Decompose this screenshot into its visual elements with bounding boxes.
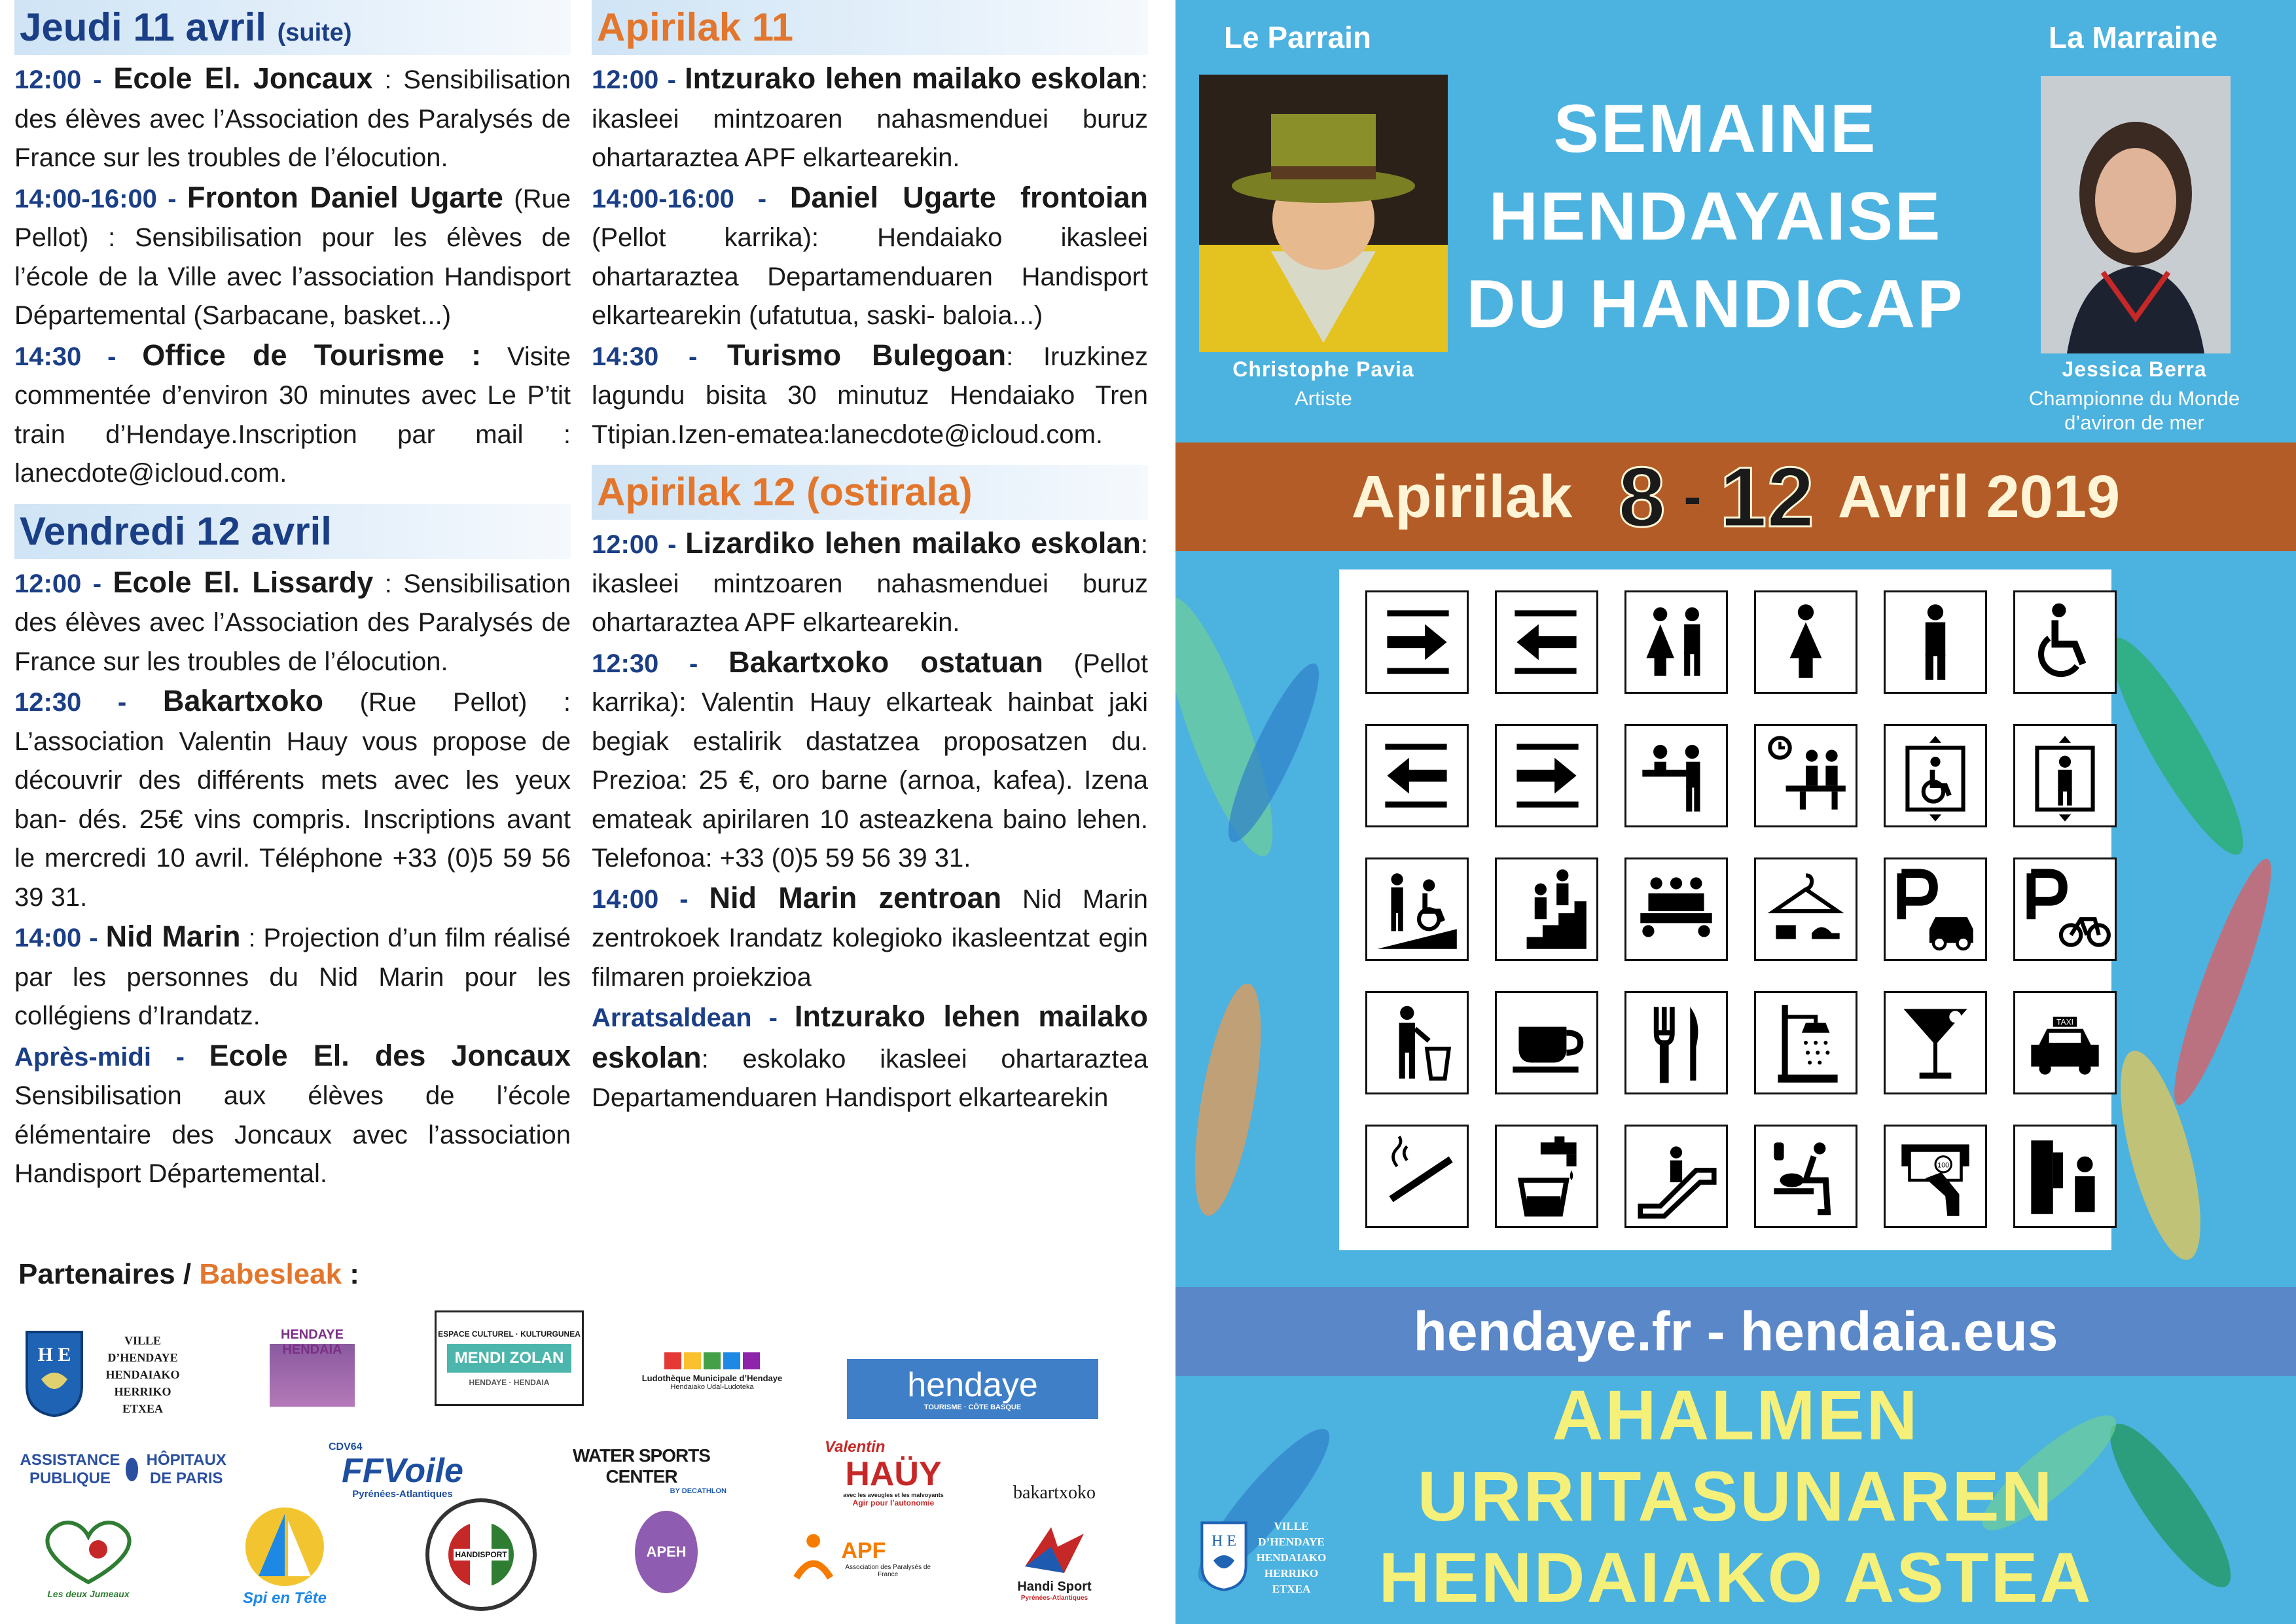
apirilak-12-entries [592, 524, 1148, 1118]
handisport-club-logo [425, 1499, 537, 1610]
parrain-label: Le Parrain [1224, 20, 1371, 54]
logo-text: HENDAIAKO HERRIKO ETXEA [1256, 1551, 1327, 1595]
entry-time: Après-midi [14, 1042, 151, 1072]
entry-time: Arratsaldean [592, 1003, 752, 1032]
entry-time: 14:00-16:00 [592, 184, 734, 213]
entry-place: Bakartxoko ostatuan [728, 645, 1043, 679]
entry-dash: - [658, 342, 727, 371]
programme-entry [14, 917, 571, 1036]
entry-time: 14:30 [14, 342, 82, 371]
logo-text: ASSISTANCE PUBLIQUE [20, 1451, 120, 1487]
programme-entry [14, 563, 571, 682]
parrain-name: Christophe Pavia [1232, 357, 1414, 381]
bicycle-parking-icon [2013, 857, 2117, 961]
logo-text: Valentin [825, 1438, 886, 1456]
programme-entry [592, 336, 1148, 455]
entry-dash: - [81, 342, 143, 371]
atm-label: 100 [1937, 1161, 1950, 1170]
decorative-splash [2092, 625, 2261, 867]
entry-place: Daniel Ugarte frontoian [789, 180, 1148, 214]
logo-text: hendaye [907, 1366, 1038, 1404]
ludotheque-logo [640, 1329, 784, 1414]
accessible-elevator-icon [1884, 724, 1987, 827]
entry-time: 12:00 [592, 530, 659, 559]
logo-text: HÔPITAUX DE PARIS [146, 1451, 226, 1487]
svg-text:H E: H E [37, 1344, 71, 1365]
partners-label-end: : [342, 1258, 359, 1290]
arrow-right-from-bar-icon [1495, 724, 1598, 827]
thursday-entries [14, 59, 571, 494]
day-title: Jeudi 11 avril [20, 5, 266, 49]
logo-text: Les deux Jumeaux [47, 1589, 130, 1599]
marraine-role: Championne du Monde [2028, 387, 2240, 410]
restaurant-icon [1624, 991, 1728, 1094]
taxi-label: TAXI [2056, 1017, 2074, 1027]
spi-en-tete-logo [229, 1500, 340, 1612]
day-heading-thursday [14, 0, 571, 55]
entry-dash: - [81, 924, 106, 952]
event-title-line: HENDAYAISE [1488, 179, 1943, 255]
event-title [1427, 85, 2003, 348]
entry-dash: - [751, 1003, 795, 1032]
baby-change-icon [1754, 1125, 1857, 1228]
partners-label-fr: Partenaires / [18, 1258, 200, 1290]
women-toilet-icon [1754, 590, 1857, 694]
entry-description: : ikasleei mintzoaren nahasmenduei buruz ohartaraztea APF elkartearekin. [592, 65, 1148, 172]
entry-time: 14:00 [592, 884, 659, 914]
stairs-icon [1495, 857, 1598, 961]
cover-page [1175, 0, 2296, 1624]
logo-text: avec les aveugles et les malvoyants [843, 1492, 944, 1498]
drinking-water-icon [1495, 1125, 1598, 1228]
entry-time: 12:00 [592, 65, 659, 94]
french-column [14, 0, 571, 1194]
apirilak-11-entries [592, 59, 1148, 454]
information-desk-icon [1624, 724, 1728, 827]
logo-text: CDV64 [329, 1441, 363, 1453]
entry-place: Ecole El. Joncaux [113, 62, 373, 95]
escalator-icon [1624, 1125, 1728, 1228]
apeh-logo [634, 1509, 699, 1595]
logo-text: HENDAYE HENDAIA [281, 1327, 344, 1357]
day-heading-apirilak-11 [592, 0, 1148, 55]
programme-entry [592, 643, 1148, 878]
logo-text: MENDI ZOLAN [447, 1344, 572, 1373]
deux-jumeaux-logo [20, 1512, 157, 1604]
marraine-photo [2041, 76, 2231, 353]
friday-entries [14, 563, 571, 1194]
logo-text: Association des Paralysés de France [845, 1563, 931, 1578]
wheelchair-icon [2013, 590, 2117, 694]
logo-text: VILLE D’HENDAYE [107, 1334, 178, 1364]
logo-text: HENDAYE · HENDAIA [469, 1378, 550, 1387]
coffee-icon [1495, 991, 1598, 1094]
entry-dash: - [658, 65, 685, 94]
entry-description: : eskolako ikasleei ohartaraztea Departamenduaren Handisport elkartearekin [592, 1044, 1148, 1112]
entry-description: Visite commentée d’environ 30 minutes avec Le P’tit train d’Hendaye.Inscription par mail : lanecdote@icloud.com. [14, 342, 571, 488]
bakartxoko-logo [1005, 1477, 1103, 1509]
entry-time: 14:00-16:00 [14, 184, 157, 213]
entry-description: Sensibilisation aux élèves de l’école élémentaire des Joncaux avec l’association Handisport Départemental. [14, 1081, 571, 1188]
toilets-icon [1624, 590, 1728, 694]
mendi-zolan-logo [435, 1310, 584, 1406]
logo-text: TOURISME · CÔTE BASQUE [924, 1403, 1022, 1411]
entry-time: 12:30 [592, 649, 659, 678]
entry-dash: - [81, 65, 114, 94]
partners-label-eu: Babesleak [199, 1258, 342, 1290]
entry-dash: - [156, 184, 187, 213]
entry-description: (Rue Pellot) : Sensibilisation pour les élèves de l’école de la Ville avec l’association Handisport Départemental (Sarbacane, basket...) [14, 184, 571, 330]
handi-sport-logo [1005, 1512, 1103, 1610]
entry-time: 14:30 [592, 342, 659, 371]
programme-entry [592, 997, 1148, 1118]
bar-icon [1884, 991, 1987, 1094]
arrow-left-to-bar-icon [1365, 724, 1469, 827]
entry-dash: - [81, 569, 113, 598]
entry-place: Ecole El. des Joncaux [209, 1038, 571, 1072]
entry-description: Nid Marin zentrokoek Irandatz kolegioko ikasleentzat egin filmaren proiekzioa [592, 884, 1149, 992]
entry-description: (Rue Pellot) : L’association Valentin Hauy vous propose de découvrir des différents mets avec les yeux ban- dés. 25€ vins compris. Inscriptions avant le mercredi 10 avril. Téléphone +33 (0)5 59 56 39 31. [14, 688, 571, 912]
basque-title-line: HENDAIAKO ASTEA [1378, 1538, 2093, 1617]
logo-text: HENDAIAKO HERRIKO ETXEA [105, 1368, 180, 1415]
logo-text: bakartxoko [1013, 1483, 1096, 1503]
logo-text: VILLE D’HENDAYE [1258, 1520, 1325, 1548]
basque-event-title [1175, 1375, 2296, 1618]
entry-time: 12:00 [14, 65, 82, 94]
waiting-room-icon [1754, 724, 1857, 827]
logo-text: ESPACE CULTUREL · KULTURGUNEA [438, 1329, 581, 1339]
day-heading-apirilak-12 [592, 465, 1148, 520]
day-title: Apirilak 12 (ostirala) [597, 470, 973, 514]
parrain-role: Artiste [1295, 387, 1352, 410]
entry-place: Intzurako lehen mailako eskolan [685, 62, 1141, 95]
day-heading-friday [14, 504, 571, 559]
car-parking-icon [1884, 857, 1987, 961]
entry-dash: - [151, 1042, 209, 1072]
programme-entry [14, 336, 571, 494]
telephone-icon [2013, 1125, 2117, 1228]
entry-time: 14:00 [14, 924, 82, 952]
decorative-splash [1181, 979, 1274, 1220]
entry-dash: - [81, 688, 163, 717]
hendaye-tourisme-logo [847, 1359, 1098, 1419]
programme-entry [592, 59, 1148, 178]
logo-text: FFVoile [342, 1451, 463, 1490]
meeting-room-icon [1624, 857, 1728, 961]
programme-entry [14, 178, 571, 336]
entry-description: (Pellot karrika): Valentin Hauy elkarteak hainbat jaki begiak estalirik dastatzea proposatzen du. Prezioa: 25 €, oro barne (arnoa, kafea). Izena emateak apirilaren 10 asteazkena baino lehen. Telefonoa: +33 (0)5 59 56 39 31. [592, 649, 1149, 873]
waste-bin-icon [1365, 991, 1469, 1094]
entry-description: : ikasleei mintzoaren nahasmenduei buruz ohartaraztea APF elkartearekin. [592, 530, 1149, 637]
svg-text:H E: H E [1211, 1532, 1236, 1550]
entry-time: 12:30 [14, 688, 82, 717]
entry-place: Lizardiko lehen mailako eskolan [685, 526, 1141, 560]
day-title-suffix: (suite) [277, 19, 352, 46]
entry-dash: - [658, 884, 709, 914]
logo-text: Ludothèque Municipale d’Hendaye [641, 1373, 783, 1383]
atm-icon [1884, 1125, 1987, 1228]
website-text: hendaye.fr - hendaia.eus [1413, 1301, 2058, 1362]
accessible-ramp-icon [1365, 857, 1469, 961]
hendaye-crest-logo [18, 1324, 90, 1422]
logo-text: APF [841, 1538, 886, 1563]
logo-text: HAÜY [845, 1455, 942, 1493]
logo-text: WATER SPORTS CENTER [573, 1445, 710, 1487]
partners-heading [18, 1258, 359, 1291]
event-title-line: DU HANDICAP [1466, 266, 1965, 342]
entry-place: Fronton Daniel Ugarte [187, 180, 503, 214]
entry-place: Office de Tourisme : [142, 338, 482, 372]
hendaye-hendaia-logo [270, 1326, 355, 1424]
parrain-photo [1199, 75, 1448, 352]
elevator-icon [2013, 724, 2117, 827]
logo-text: Handi Sport [1017, 1579, 1092, 1594]
event-title-line: SEMAINE [1553, 91, 1878, 167]
programme-entry [14, 681, 571, 917]
logo-text: Agir pour l’autonomie [852, 1498, 935, 1507]
entry-description: : Projection d’un film réalisé par les personnes du Nid Marin pour les collégiens d’Irandatz. [14, 924, 571, 1030]
logo-text: Pyrénées-Atlantiques [352, 1488, 453, 1500]
date-end: 12 [1719, 449, 1814, 545]
logo-text: HANDISPORT [455, 1550, 507, 1559]
men-toilet-icon [1884, 590, 1987, 694]
marraine-role: d’aviron de mer [2064, 411, 2204, 434]
entry-dash: - [658, 530, 686, 559]
decorative-splash [2159, 852, 2286, 1111]
programme-entry [592, 524, 1148, 643]
entry-place: Bakartxoko [162, 684, 323, 717]
ville-hendaye-logo-text [97, 1329, 188, 1420]
logo-text: APEH [646, 1543, 687, 1560]
entry-place: Turismo Bulegoan [726, 338, 1007, 372]
day-title: Apirilak 11 [597, 5, 794, 49]
cloakroom-icon [1754, 857, 1857, 961]
logo-text: BY DECATHLON [670, 1487, 726, 1495]
ffvoile-logo [314, 1437, 491, 1503]
basque-title-line: AHALMEN [1552, 1375, 1920, 1454]
event-dates [1175, 442, 2296, 551]
entry-place: Nid Marin [105, 920, 241, 953]
apf-logo [791, 1525, 935, 1591]
logo-text: Pyrénées-Atlantiques [1020, 1595, 1088, 1602]
programme-entry [592, 878, 1148, 998]
marraine-name: Jessica Berra [2062, 357, 2207, 381]
valentin-hauy-logo [818, 1434, 969, 1512]
entry-place: Nid Marin zentroan [709, 880, 1002, 914]
entry-description: (Pellot karrika): Hendaiako ikasleei ohartaraztea Departamenduaren Handisport elkartearekin (ufatutua, saski- baloia...) [592, 223, 1148, 330]
entry-place: Ecole El. Lissardy [113, 565, 374, 599]
programme-entry [14, 59, 571, 178]
entry-description: : Sensibilisation des élèves avec l’Association des Paralysés de France sur les troubles de l’élocution. [14, 65, 571, 172]
logo-text: Spi en Tête [242, 1589, 327, 1607]
date-suffix: Avril 2019 [1837, 463, 2121, 530]
taxi-icon [2013, 991, 2117, 1094]
entry-place: Intzurako lehen mailako eskolan [592, 1000, 1148, 1074]
logo-text: Hendaiako Udal-Ludoteka [670, 1382, 754, 1391]
entry-time: 12:00 [14, 569, 82, 598]
date-prefix: Apirilak [1351, 463, 1573, 530]
arrow-left-from-bar-icon [1495, 590, 1598, 694]
date-separator: - [1683, 467, 1702, 526]
programme-entry [14, 1036, 571, 1194]
marraine-label: La Marraine [2049, 20, 2218, 54]
basque-column [592, 0, 1148, 1118]
shower-icon [1754, 991, 1857, 1094]
entry-description: : Sensibilisation des élèves avec l’Association des Paralysés de France sur les troubles de l’élocution. [14, 569, 571, 676]
basque-title-line: URRITASUNAREN [1417, 1456, 2054, 1536]
water-sports-center-logo [543, 1444, 740, 1496]
entry-dash: - [734, 184, 790, 213]
entry-description: : Iruzkinez lagundu bisita 30 minutuz Hendaiako Tren Ttipian.Izen-ematea:lanecdote@icloud.com. [592, 342, 1148, 449]
date-start: 8 [1618, 449, 1666, 545]
accessibility-pictograms-panel [1339, 569, 2111, 1250]
smoking-area-icon [1365, 1125, 1469, 1228]
aphp-logo [20, 1447, 229, 1492]
day-title: Vendredi 12 avril [20, 509, 332, 553]
arrow-right-to-bar-icon [1365, 590, 1469, 694]
programme-entry [592, 178, 1148, 336]
entry-dash: - [658, 649, 729, 678]
